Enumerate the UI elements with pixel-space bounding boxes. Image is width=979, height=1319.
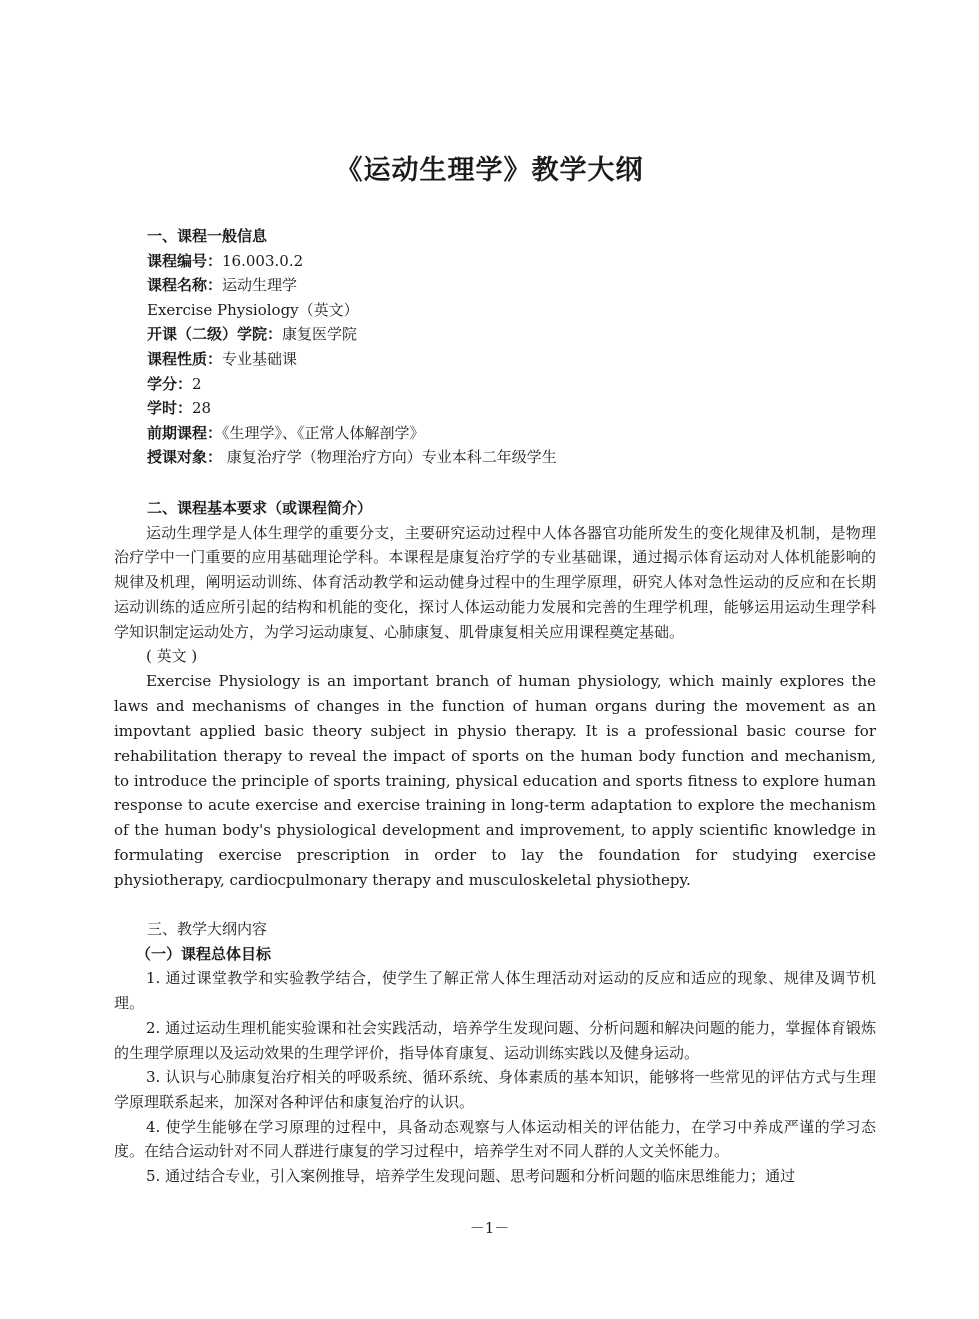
info-value: 康复医学院 xyxy=(282,325,358,344)
subheading-overall-goals: （一）课程总体目标 xyxy=(136,944,272,963)
info-row-credits xyxy=(147,372,867,397)
info-value: 16.003.0.2 xyxy=(222,251,304,270)
section-heading-syllabus: 三、教学大纲内容 xyxy=(147,920,268,938)
info-value: 2 xyxy=(192,374,202,393)
section-heading-requirements: 二、课程基本要求（或课程简介） xyxy=(147,499,373,517)
info-row-course-name xyxy=(147,273,867,298)
info-label: 课程性质： xyxy=(147,349,223,368)
goal-item: 5. 通过结合专业，引入案例推导，培养学生发现问题、思考问题和分析问题的临床思维能力；通过 xyxy=(146,1167,796,1186)
info-label: 课程编号： xyxy=(147,251,223,270)
info-label: 课程名称： xyxy=(147,276,223,295)
info-label: 学时： xyxy=(147,399,193,418)
info-label: 前期课程： xyxy=(147,423,223,442)
syllabus-content-section xyxy=(114,917,876,1189)
info-value: 运动生理学 xyxy=(222,276,298,295)
page-number: －1－ xyxy=(469,1219,510,1237)
goal-item: 2. 通过运动生理机能实验课和社会实践活动，培养学生发现问题、分析问题和解决问题的能力，掌握体育锻炼的生理学原理以及运动效果的生理学评价，指导体育康复、运动训练实践以及健身运动。 xyxy=(114,1018,876,1062)
course-general-info xyxy=(147,224,867,470)
info-row-college xyxy=(147,322,867,347)
info-value: Exercise Physiology（英文） xyxy=(147,300,359,319)
info-label: 学分： xyxy=(147,374,193,393)
course-requirements-section xyxy=(114,496,876,893)
info-row-hours xyxy=(147,396,867,421)
course-intro-chinese: 运动生理学是人体生理学的重要分支，主要研究运动过程中人体各器官功能所发生的变化规律及机制，是物理治疗学中一门重要的应用基础理论学科。本课程是康复治疗学的专业基础课，通过揭示体育运动对人体机能影响的规律及机理，阐明运动训练、体育活动教学和运动健身过程中的生理学原理，研究人体对急性运动的反应和在长期运动训练的适应所引起的结构和机能的变化，探讨人体运动能力发展和完善的生理学机理，能够运用运动生理学科学知识制定运动处方，为学习运动康复、心肺康复、肌骨康复相关应用课程奠定基础。 xyxy=(114,523,876,641)
goal-item: 1. 通过课堂教学和实验教学结合，使学生了解正常人体生理活动对运动的反应和适应的现象、规律及调节机理。 xyxy=(114,969,876,1013)
course-intro-english: Exercise Physiology is an important branch of human physiology, which mainly explores the laws and mechanisms of changes in the function of human organs during the movement as an impovtant applied basic theory subject in physio therapy. It is a professional basic course for rehabilitation therapy to reveal the impact of sports on the human body function and mechanism, to introduce the principle of sports training, physical education and sports fitness to explore human response to acute exercise and exercise training in long-term adaptation to explore the mechanism of the human body's physiological development and improvement, to apply scientific knowledge in formulating exercise prescription in order to lay the foundation for studying exercise physiotherapy, cardiocpulmonary therapy and musculoskeletal physiothepy. xyxy=(114,671,876,890)
info-value: 专业基础课 xyxy=(222,349,298,368)
info-value: 康复治疗学（物理治疗方向）专业本科二年级学生 xyxy=(222,448,557,467)
section-heading-general-info: 一、课程一般信息 xyxy=(147,227,268,245)
info-row-audience xyxy=(147,445,867,470)
info-label: 开课（二级）学院： xyxy=(147,325,283,344)
info-row-course-type xyxy=(147,347,867,372)
info-value: 《生理学》、《正常人体解剖学》 xyxy=(222,423,425,442)
info-value: 28 xyxy=(192,399,212,418)
info-row-course-code xyxy=(147,249,867,274)
document-title: 《运动生理学》教学大纲 xyxy=(335,155,644,186)
info-label: 授课对象： xyxy=(147,448,223,467)
info-row-course-name-en xyxy=(147,298,867,323)
goal-item: 3. 认识与心肺康复治疗相关的呼吸系统、循环系统、身体素质的基本知识，能够将一些常见的评估方式与生理学原理联系起来，加深对各种评估和康复治疗的认识。 xyxy=(114,1068,876,1111)
info-row-prerequisites xyxy=(147,421,867,446)
english-label: ( 英文 ) xyxy=(146,647,198,666)
goal-item: 4. 使学生能够在学习原理的过程中，具备动态观察与人体运动相关的评估能力，在学习中养成严谨的学习态度。在结合运动针对不同人群进行康复的学习过程中，培养学生对不同人群的人文关怀能力。 xyxy=(114,1117,876,1161)
